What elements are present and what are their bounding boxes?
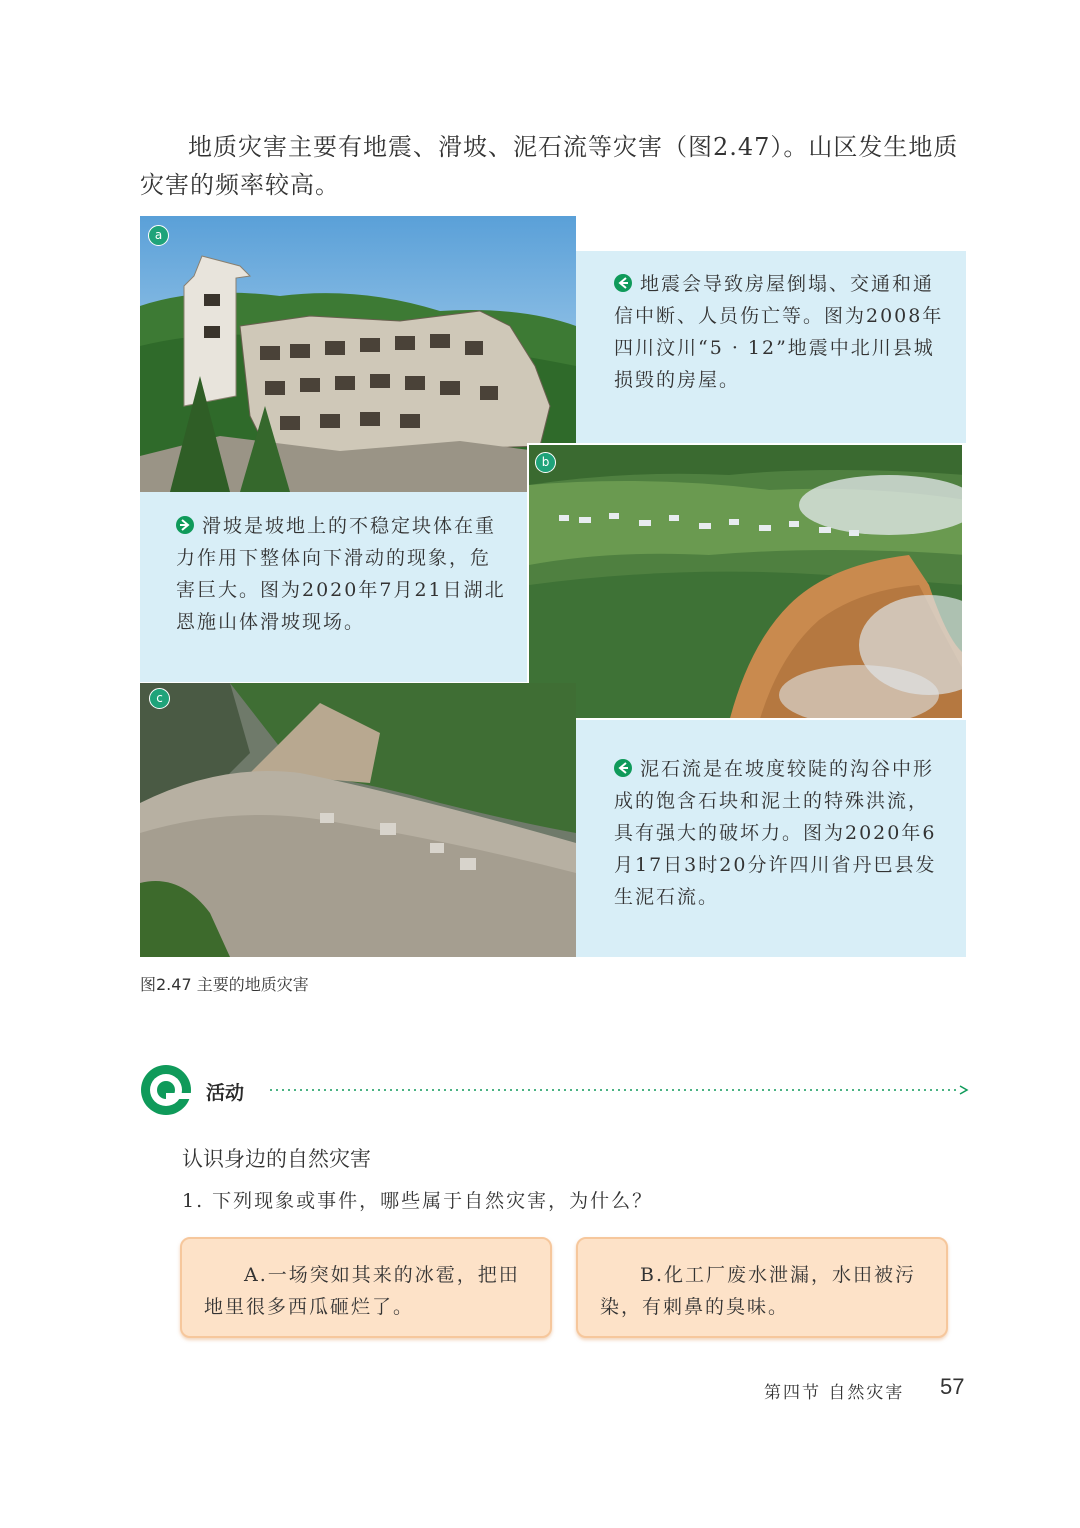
activity-icon bbox=[139, 1063, 193, 1117]
caption-earthquake: 地震会导致房屋倒塌、交通和通信中断、人员伤亡等。图为2008年四川汶川“5 · 12”地震中北川县城损毁的房屋。 bbox=[614, 273, 944, 391]
option-box-b bbox=[576, 1237, 948, 1338]
photo-badge-a: a bbox=[148, 225, 169, 246]
caption-landslide: 滑坡是坡地上的不稳定块体在重力作用下整体向下滑动的现象，危害巨大。图为2020年7月21日湖北恩施山体滑坡现场。 bbox=[176, 515, 506, 633]
arrow-left-icon bbox=[614, 759, 632, 777]
option-text-b: B.化工厂废水泄漏，水田被污染，有刺鼻的臭味。 bbox=[600, 1264, 917, 1318]
arrow-left-icon bbox=[614, 274, 632, 292]
caption-debris-flow: 泥石流是在坡度较陡的沟谷中形成的饱含石块和泥土的特殊洪流，具有强大的破坏力。图为2020年6月17日3时20分许四川省丹巴县发生泥石流。 bbox=[614, 758, 937, 908]
question-1: 1. 下列现象或事件，哪些属于自然灾害，为什么？ bbox=[182, 1190, 654, 1212]
photo-debris-flow bbox=[140, 683, 576, 957]
activity-divider bbox=[270, 1082, 970, 1096]
intro-paragraph: 地质灾害主要有地震、滑坡、泥石流等灾害（图2.47）。山区发生地质灾害的频率较高。 bbox=[140, 133, 959, 199]
figure-caption: 图2.47 主要的地质灾害 bbox=[140, 975, 309, 994]
activity-title: 认识身边的自然灾害 bbox=[182, 1147, 371, 1171]
photo-landslide bbox=[527, 443, 964, 720]
photo-badge-c: c bbox=[149, 688, 170, 709]
page-number: 57 bbox=[940, 1374, 965, 1399]
photo-badge-b: b bbox=[535, 452, 556, 473]
photo-earthquake bbox=[140, 216, 576, 492]
option-text-a: A.一场突如其来的冰雹，把田地里很多西瓜砸烂了。 bbox=[204, 1264, 520, 1318]
footer-section-title: 第四节 自然灾害 bbox=[764, 1383, 905, 1403]
option-box-a bbox=[180, 1237, 552, 1338]
activity-label: 活动 bbox=[206, 1082, 245, 1104]
arrow-right-icon bbox=[176, 516, 194, 534]
